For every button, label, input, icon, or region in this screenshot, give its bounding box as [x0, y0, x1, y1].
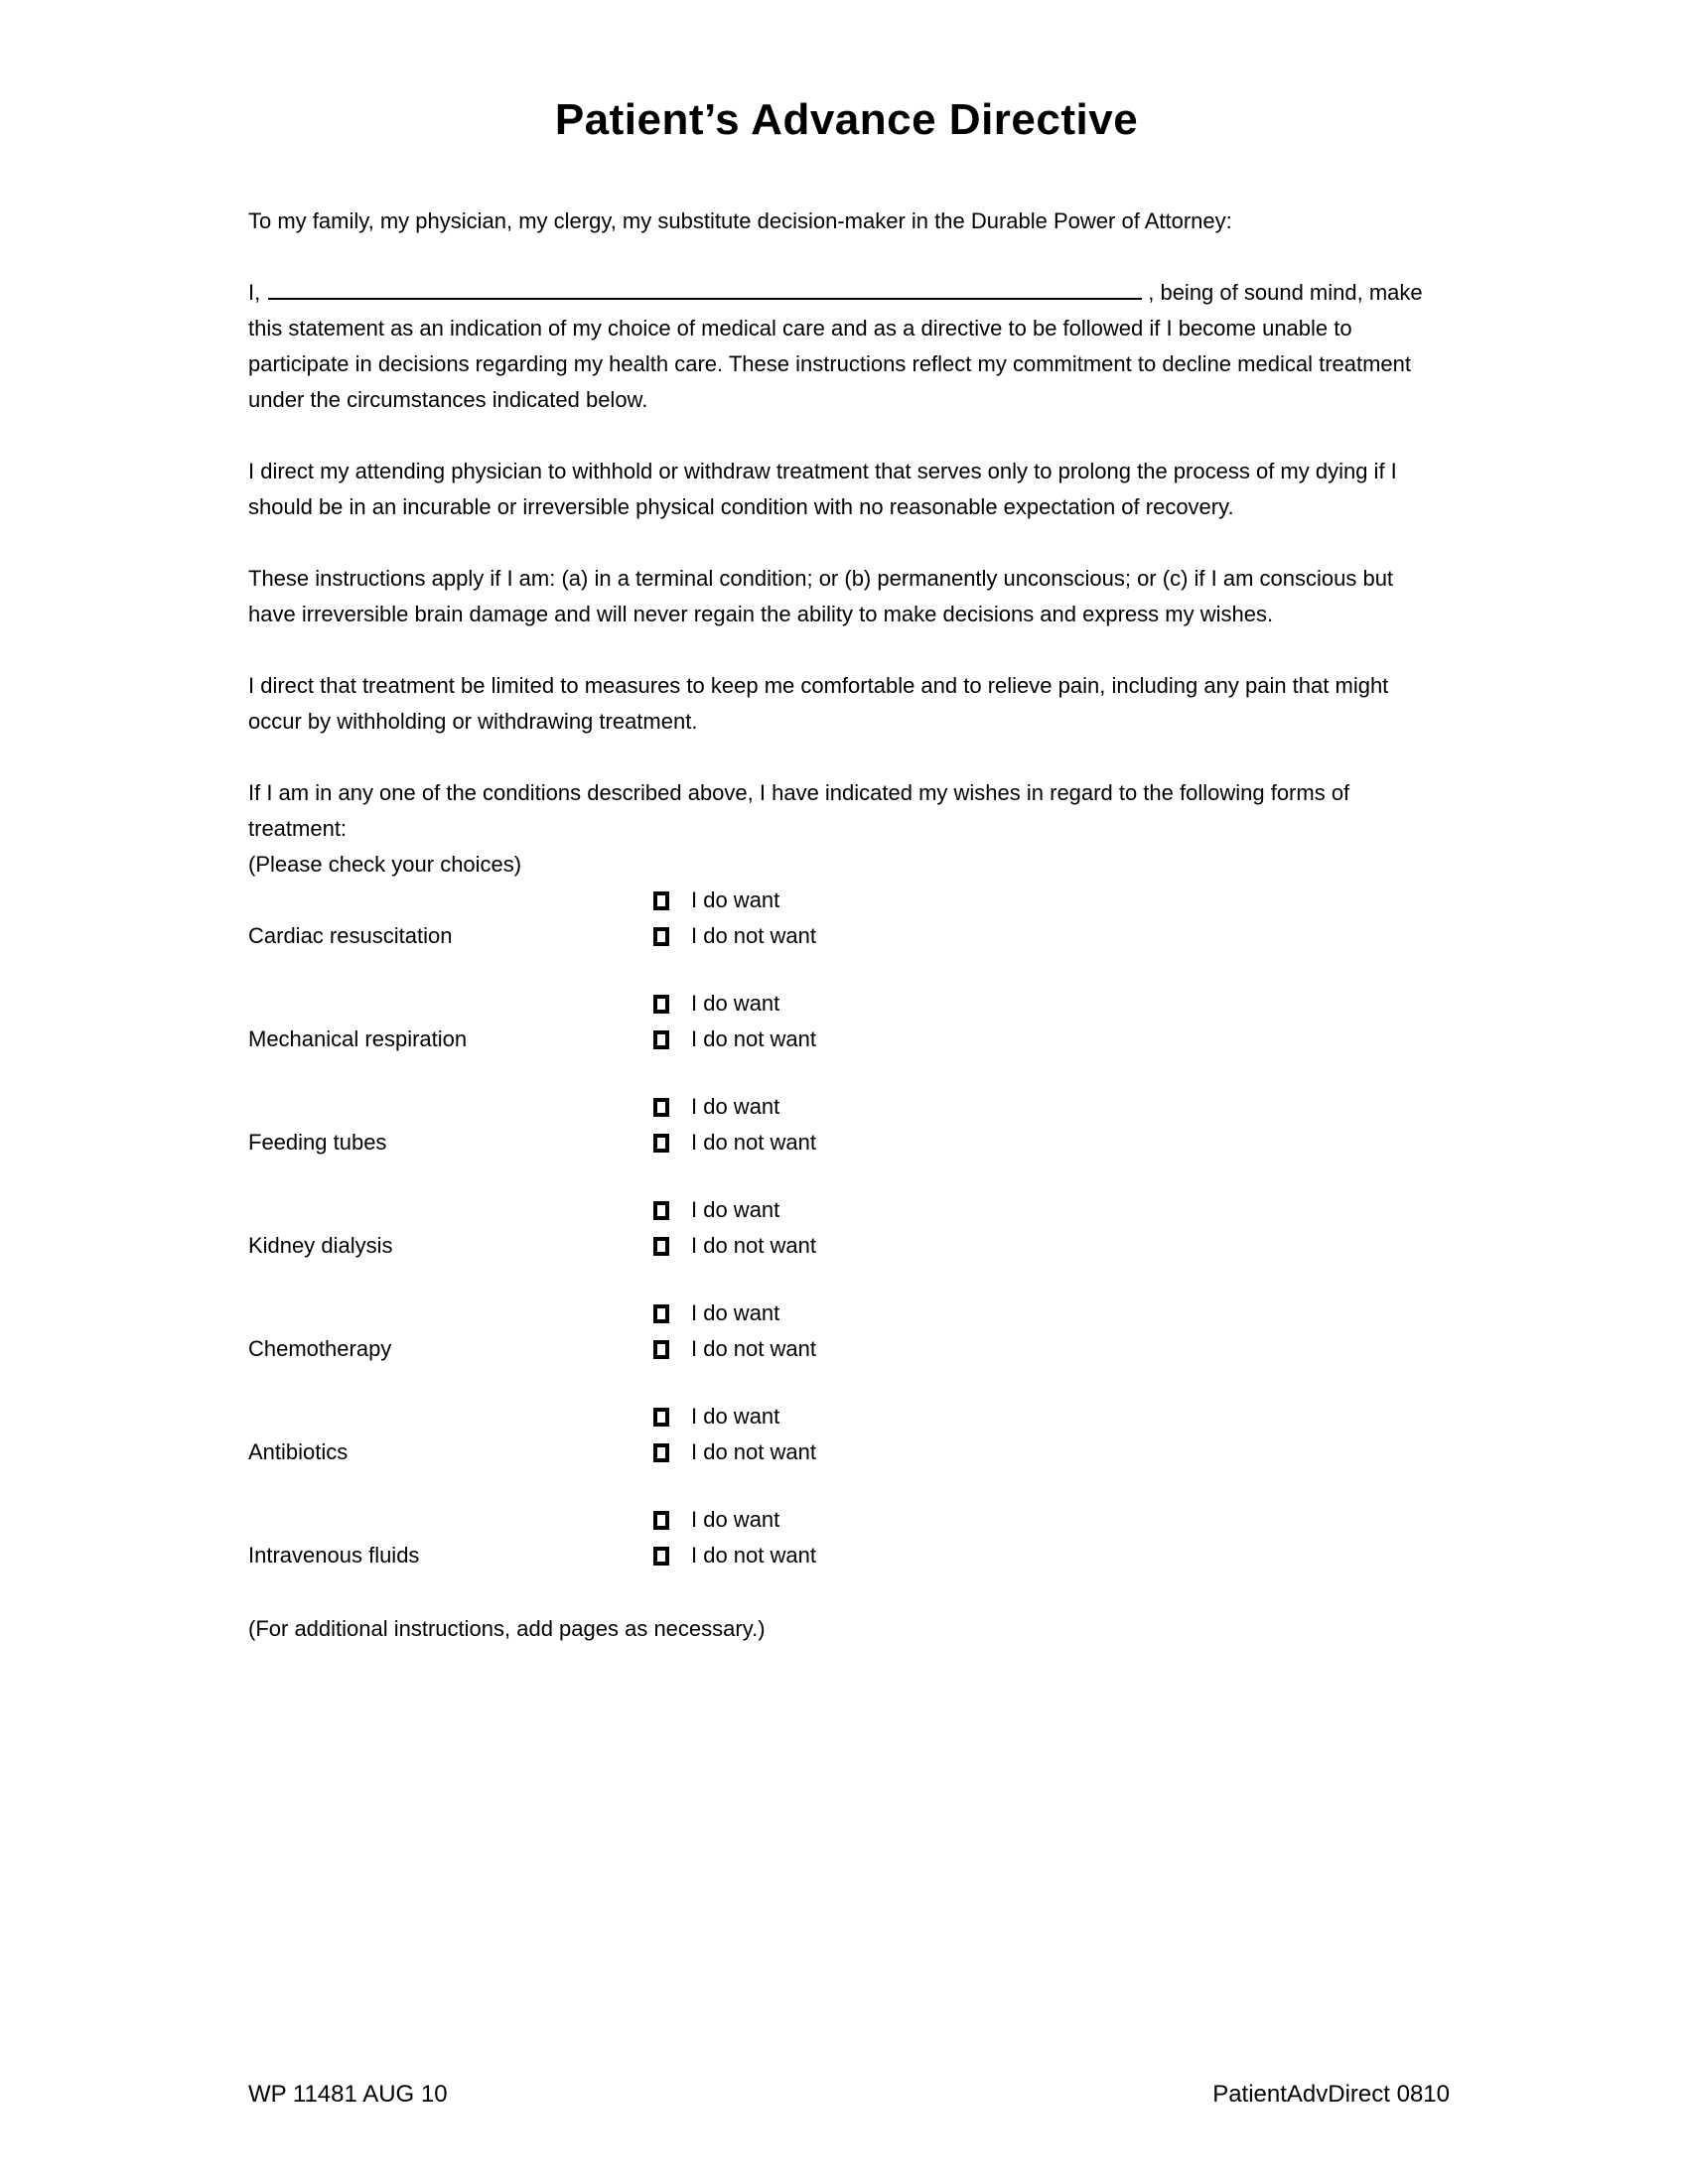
- not-want-row: [248, 1538, 1445, 1573]
- declaration-paragraph: [248, 275, 1445, 418]
- name-blank-field[interactable]: [268, 280, 1142, 300]
- checklist-item-mechanical-respiration: [248, 986, 1445, 1057]
- want-checkbox[interactable]: [653, 1098, 669, 1117]
- treatment-label: Mechanical respiration: [248, 1026, 468, 1051]
- want-label: I do want: [691, 887, 780, 912]
- treatment-label: Chemotherapy: [248, 1336, 392, 1361]
- not-want-label: I do not want: [691, 1026, 816, 1051]
- want-label: I do want: [691, 1094, 780, 1119]
- footer-form-number: WP 11481 AUG 10: [248, 2081, 448, 2108]
- not-want-checkbox[interactable]: [653, 1443, 669, 1462]
- not-want-row: [248, 1331, 1445, 1367]
- not-want-checkbox[interactable]: [653, 1030, 669, 1049]
- additional-instructions-note: (For additional instructions, add pages as necessary.): [248, 1616, 766, 1641]
- not-want-label: I do not want: [691, 1336, 816, 1361]
- not-want-row: [248, 1125, 1445, 1160]
- not-want-label: I do not want: [691, 1233, 816, 1258]
- want-checkbox[interactable]: [653, 1201, 669, 1220]
- treatment-label: Intravenous fluids: [248, 1543, 420, 1568]
- declaration-rest: , being of sound mind, make this statement as an indication of my choice of medical care and as a directive to be followed if I become unable to participate in decisions regarding my health care. These instructions reflect my commitment to decline medical treatment under the circumstances indicated below.: [248, 280, 1423, 412]
- not-want-checkbox[interactable]: [653, 927, 669, 946]
- not-want-checkbox[interactable]: [653, 1547, 669, 1566]
- paragraph-withhold-treatment: I direct my attending physician to withhold or withdraw treatment that serves only to prolong the process of my dying if I should be in an incurable or irreversible physical condition with no reasonable expectation of recovery.: [248, 459, 1397, 519]
- not-want-row: [248, 918, 1445, 954]
- want-checkbox[interactable]: [653, 891, 669, 910]
- want-checkbox[interactable]: [653, 1408, 669, 1427]
- want-label: I do want: [691, 1197, 780, 1222]
- page-footer: [248, 2080, 1450, 2110]
- want-row: [248, 1192, 1445, 1228]
- paragraph-comfort-measures: I direct that treatment be limited to measures to keep me comfortable and to relieve pain, including any pain that might occur by withholding or withdrawing treatment.: [248, 673, 1389, 734]
- salutation-paragraph: To my family, my physician, my clergy, my substitute decision-maker in the Durable Power of Attorney:: [248, 208, 1232, 233]
- want-row: [248, 1089, 1445, 1125]
- checklist-intro: If I am in any one of the conditions described above, I have indicated my wishes in regard to the following forms of treatment:: [248, 780, 1350, 841]
- not-want-label: I do not want: [691, 923, 816, 948]
- page-title: Patient’s Advance Directive: [554, 95, 1139, 144]
- checklist-instruction: (Please check your choices): [248, 852, 522, 877]
- not-want-label: I do not want: [691, 1439, 816, 1464]
- checklist-item-intravenous-fluids: [248, 1502, 1445, 1573]
- not-want-checkbox[interactable]: [653, 1340, 669, 1359]
- want-row: [248, 1502, 1445, 1538]
- want-label: I do want: [691, 1507, 780, 1532]
- not-want-checkbox[interactable]: [653, 1134, 669, 1153]
- want-label: I do want: [691, 991, 780, 1016]
- treatment-label: Kidney dialysis: [248, 1233, 393, 1258]
- want-checkbox[interactable]: [653, 1511, 669, 1530]
- checklist-item-cardiac-resuscitation: [248, 883, 1445, 954]
- checklist-item-antibiotics: [248, 1399, 1445, 1470]
- checklist-item-chemotherapy: [248, 1296, 1445, 1367]
- not-want-row: [248, 1228, 1445, 1264]
- want-checkbox[interactable]: [653, 995, 669, 1014]
- footer-document-id: PatientAdvDirect 0810: [1212, 2081, 1450, 2108]
- paragraph-conditions-apply: These instructions apply if I am: (a) in a terminal condition; or (b) permanently unconscious; or (c) if I am conscious but have irreversible brain damage and will never regain the ability to make decisions and express my wishes.: [248, 566, 1394, 626]
- want-row: [248, 883, 1445, 918]
- want-checkbox[interactable]: [653, 1304, 669, 1323]
- want-label: I do want: [691, 1300, 780, 1325]
- treatment-checklist: [248, 883, 1445, 1573]
- not-want-row: [248, 1022, 1445, 1057]
- treatment-label: Feeding tubes: [248, 1130, 387, 1155]
- not-want-label: I do not want: [691, 1543, 816, 1568]
- treatment-label: Cardiac resuscitation: [248, 923, 453, 948]
- treatment-label: Antibiotics: [248, 1439, 349, 1464]
- want-row: [248, 1399, 1445, 1434]
- checklist-item-kidney-dialysis: [248, 1192, 1445, 1264]
- declaration-prefix: I,: [248, 280, 261, 305]
- want-row: [248, 986, 1445, 1022]
- checklist-item-feeding-tubes: [248, 1089, 1445, 1160]
- not-want-checkbox[interactable]: [653, 1237, 669, 1256]
- not-want-label: I do not want: [691, 1130, 816, 1155]
- want-label: I do want: [691, 1404, 780, 1429]
- want-row: [248, 1296, 1445, 1331]
- not-want-row: [248, 1434, 1445, 1470]
